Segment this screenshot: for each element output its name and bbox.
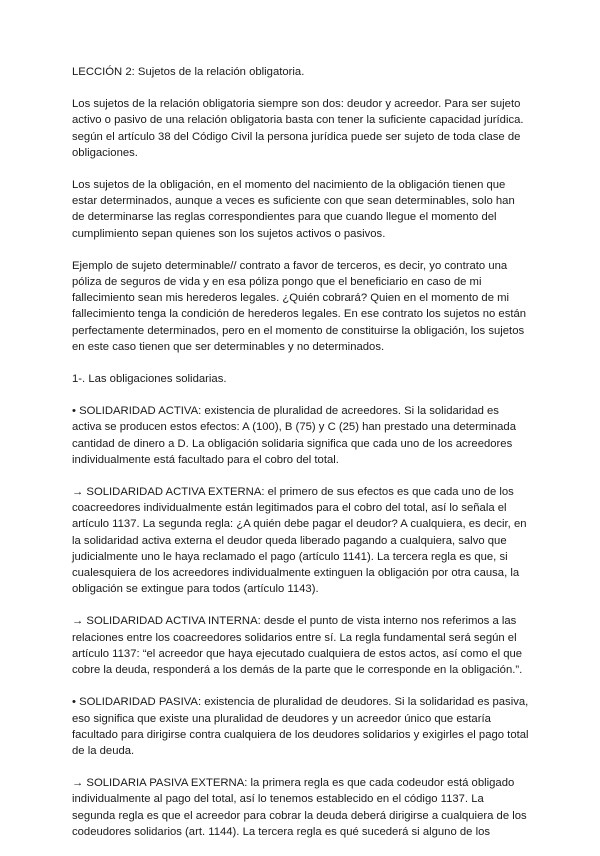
paragraph-active-internal: → SOLIDARIDAD ACTIVA INTERNA: desde el punto de vista interno nos referimos a las relaciones entre los coacreedores solidarios entre sí. La regla fundamental será según el artículo 1137: “el acreedor que haya ejecutado cualquiera de estos actos, así como el que cobre la deuda, responderá a los demás de la parte que le corresponde en la obligación.”. [72, 615, 523, 677]
document-page [72, 64, 530, 856]
paragraph-determinable-example: Ejemplo de sujeto determinable// contrato a favor de terceros, es decir, yo contrato una póliza de seguros de vida y en esa póliza pongo que el beneficiario en caso de mi fallecimiento sean mis herederos legales. ¿Quién cobrará? Quien en el momento de mi fallecimiento tenga la condición de herederos legales. En ese contrato los sujetos no están perfectamente determinados, pero en el momento de constituirse la obligación, los sujetos en este caso tienen que ser determinables y no determinados. [72, 259, 527, 353]
paragraph-active-external: → SOLIDARIDAD ACTIVA EXTERNA: el primero de sus efectos es que cada uno de los coacreedores individualmente están legitimados para el cobro del total, así lo señala el artículo 1137. La segunda regla: ¿A quién debe pagar el deudor? A cualquiera, es decir, en la solidaridad activa externa el deudor queda liberado pagando a cualquiera, salvo que judicialmente uno le haya reclamado el pago (artículo 1141). La tercera regla es que, si cualesquiera de los acreedores individualmente extinguen la obligación por otra causa, la obligación se extingue para todos (artículo 1143). [72, 486, 527, 596]
paragraph-active-solidarity: • SOLIDARIDAD ACTIVA: existencia de pluralidad de acreedores. Si la solidaridad es activa se producen estos efectos: A (100), B (75) y C (25) han prestado una determinada cantidad de dinero a D. La obligación solidaria significa que cada uno de los acreedores individualmente está facultado para el cobro del total. [72, 405, 516, 466]
paragraph-passive-external: → SOLIDARIA PASIVA EXTERNA: la primera regla es que cada codeudor está obligado individualmente al pago del total, así lo tenemos establecido en el código 1137. La segunda regla es que el acreedor para cobrar la deuda deberá dirigirse a cualquiera de los codeudores solidarios (art. 1144). La tercera regla es qué sucederá si alguno de los [72, 777, 527, 838]
section-title-solidarity: 1-. Las obligaciones solidarias. [72, 373, 227, 386]
lesson-title: LECCIÓN 2: Sujetos de la relación obligatoria. [72, 66, 305, 78]
paragraph-passive-solidarity: • SOLIDARIDAD PASIVA: existencia de pluralidad de deudores. Si la solidaridad es pasiva, eso significa que existe una pluralidad de deudores y un acreedor único que estaría facultado para dirigirse contra cualquiera de los deudores solidarios y exigirles el pago total de la deuda. [72, 696, 529, 757]
paragraph-subjects-intro: Los sujetos de la relación obligatoria siempre son dos: deudor y acreedor. Para ser sujeto activo o pasivo de una relación obligatoria basta con tener la suficiente capacidad jurídica. según el artículo 38 del Código Civil la persona jurídica puede ser sujeto de toda clase de obligaciones. [72, 98, 524, 159]
paragraph-subjects-determination: Los sujetos de la obligación, en el momento del nacimiento de la obligación tienen que estar determinados, aunque a veces es suficiente con que sean determinables, solo han de determinarse las reglas correspondientes para que cuando llegue el momento del cumplimiento sepan quienes son los sujetos activos o pasivos. [72, 179, 515, 240]
